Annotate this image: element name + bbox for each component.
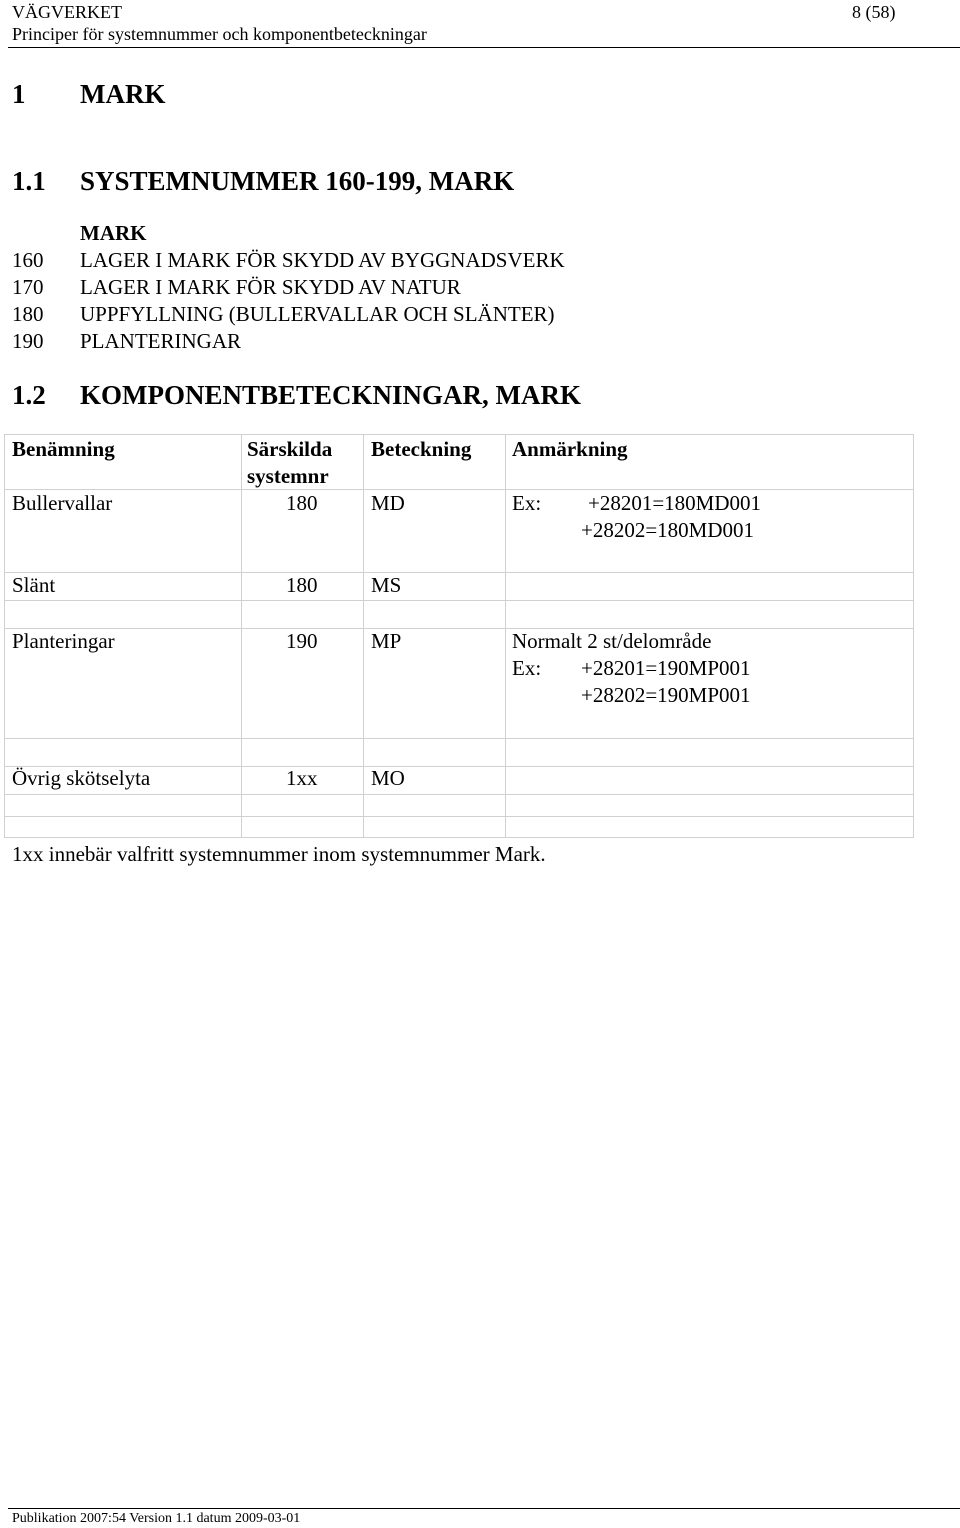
table-cell-name: Bullervallar — [12, 491, 113, 515]
table-cell-system: 190 — [286, 629, 318, 653]
table-cell-code: MP — [371, 629, 402, 653]
system-code: 160 — [12, 248, 44, 272]
table-cell-system: 180 — [286, 573, 318, 597]
page-number: 8 (58) — [852, 2, 896, 22]
table-cell-name: Planteringar — [12, 629, 115, 653]
table-cell-note: +28202=190MP001 — [581, 683, 751, 707]
section-1-2-number: 1.2 — [12, 380, 46, 410]
system-group-label: MARK — [80, 221, 147, 245]
table-cell-name: Övrig skötselyta — [12, 766, 151, 790]
table-grid-line — [4, 628, 914, 629]
section-1-2-title: KOMPONENTBETECKNINGAR, MARK — [80, 380, 582, 410]
table-cell-code: MS — [371, 573, 402, 597]
table-cell-code: MO — [371, 766, 405, 790]
footer-publication: Publikation 2007:54 Version 1.1 datum 2009-03-01 — [12, 1511, 301, 1526]
table-cell-note: +28201=190MP001 — [581, 656, 751, 680]
footer-divider — [8, 1508, 960, 1509]
table-cell-example-label: Ex: — [512, 491, 542, 515]
table-header-code: Beteckning — [371, 437, 472, 461]
table-grid-line — [363, 434, 364, 838]
table-grid-line — [4, 434, 5, 838]
system-name: PLANTERINGAR — [80, 329, 241, 353]
header-subtitle: Principer för systemnummer och komponentbeteckningar — [12, 24, 427, 44]
table-header-system-line2: systemnr — [247, 464, 329, 488]
table-cell-system: 180 — [286, 491, 318, 515]
section-1-1-number: 1.1 — [12, 166, 46, 196]
section-1-1-title: SYSTEMNUMMER 160-199, MARK — [80, 166, 515, 196]
table-grid-line — [4, 738, 914, 739]
system-name: LAGER I MARK FÖR SKYDD AV NATUR — [80, 275, 461, 299]
table-grid-line — [241, 434, 242, 838]
table-cell-note: +28202=180MD001 — [581, 518, 755, 542]
table-header-notes: Anmärkning — [512, 437, 628, 461]
table-grid-line — [4, 434, 914, 435]
system-name: LAGER I MARK FÖR SKYDD AV BYGGNADSVERK — [80, 248, 565, 272]
table-grid-line — [4, 489, 914, 490]
footnote: 1xx innebär valfritt systemnummer inom systemnummer Mark. — [12, 842, 546, 866]
table-cell-example-label: Ex: — [512, 656, 542, 680]
table-grid-line — [913, 434, 914, 838]
table-cell-name: Slänt — [12, 573, 56, 597]
table-cell-system: 1xx — [286, 766, 318, 790]
header-org: VÄGVERKET — [12, 2, 122, 22]
system-code: 180 — [12, 302, 44, 326]
system-name: UPPFYLLNING (BULLERVALLAR OCH SLÄNTER) — [80, 302, 555, 326]
section-1-title: MARK — [80, 79, 166, 109]
table-cell-code: MD — [371, 491, 405, 515]
table-grid-line — [4, 794, 914, 795]
table-grid-line — [4, 816, 914, 817]
table-cell-note: +28201=180MD001 — [588, 491, 762, 515]
table-grid-line — [4, 572, 914, 573]
table-grid-line — [505, 434, 506, 838]
header-divider — [8, 47, 960, 48]
system-code: 170 — [12, 275, 44, 299]
section-1-number: 1 — [12, 79, 26, 109]
component-table — [4, 434, 914, 838]
table-grid-line — [4, 600, 914, 601]
system-code: 190 — [12, 329, 44, 353]
table-cell-note: Normalt 2 st/delområde — [512, 629, 712, 653]
table-grid-line — [4, 837, 914, 838]
table-header-name: Benämning — [12, 437, 115, 461]
table-header-system: Särskilda — [247, 437, 333, 461]
